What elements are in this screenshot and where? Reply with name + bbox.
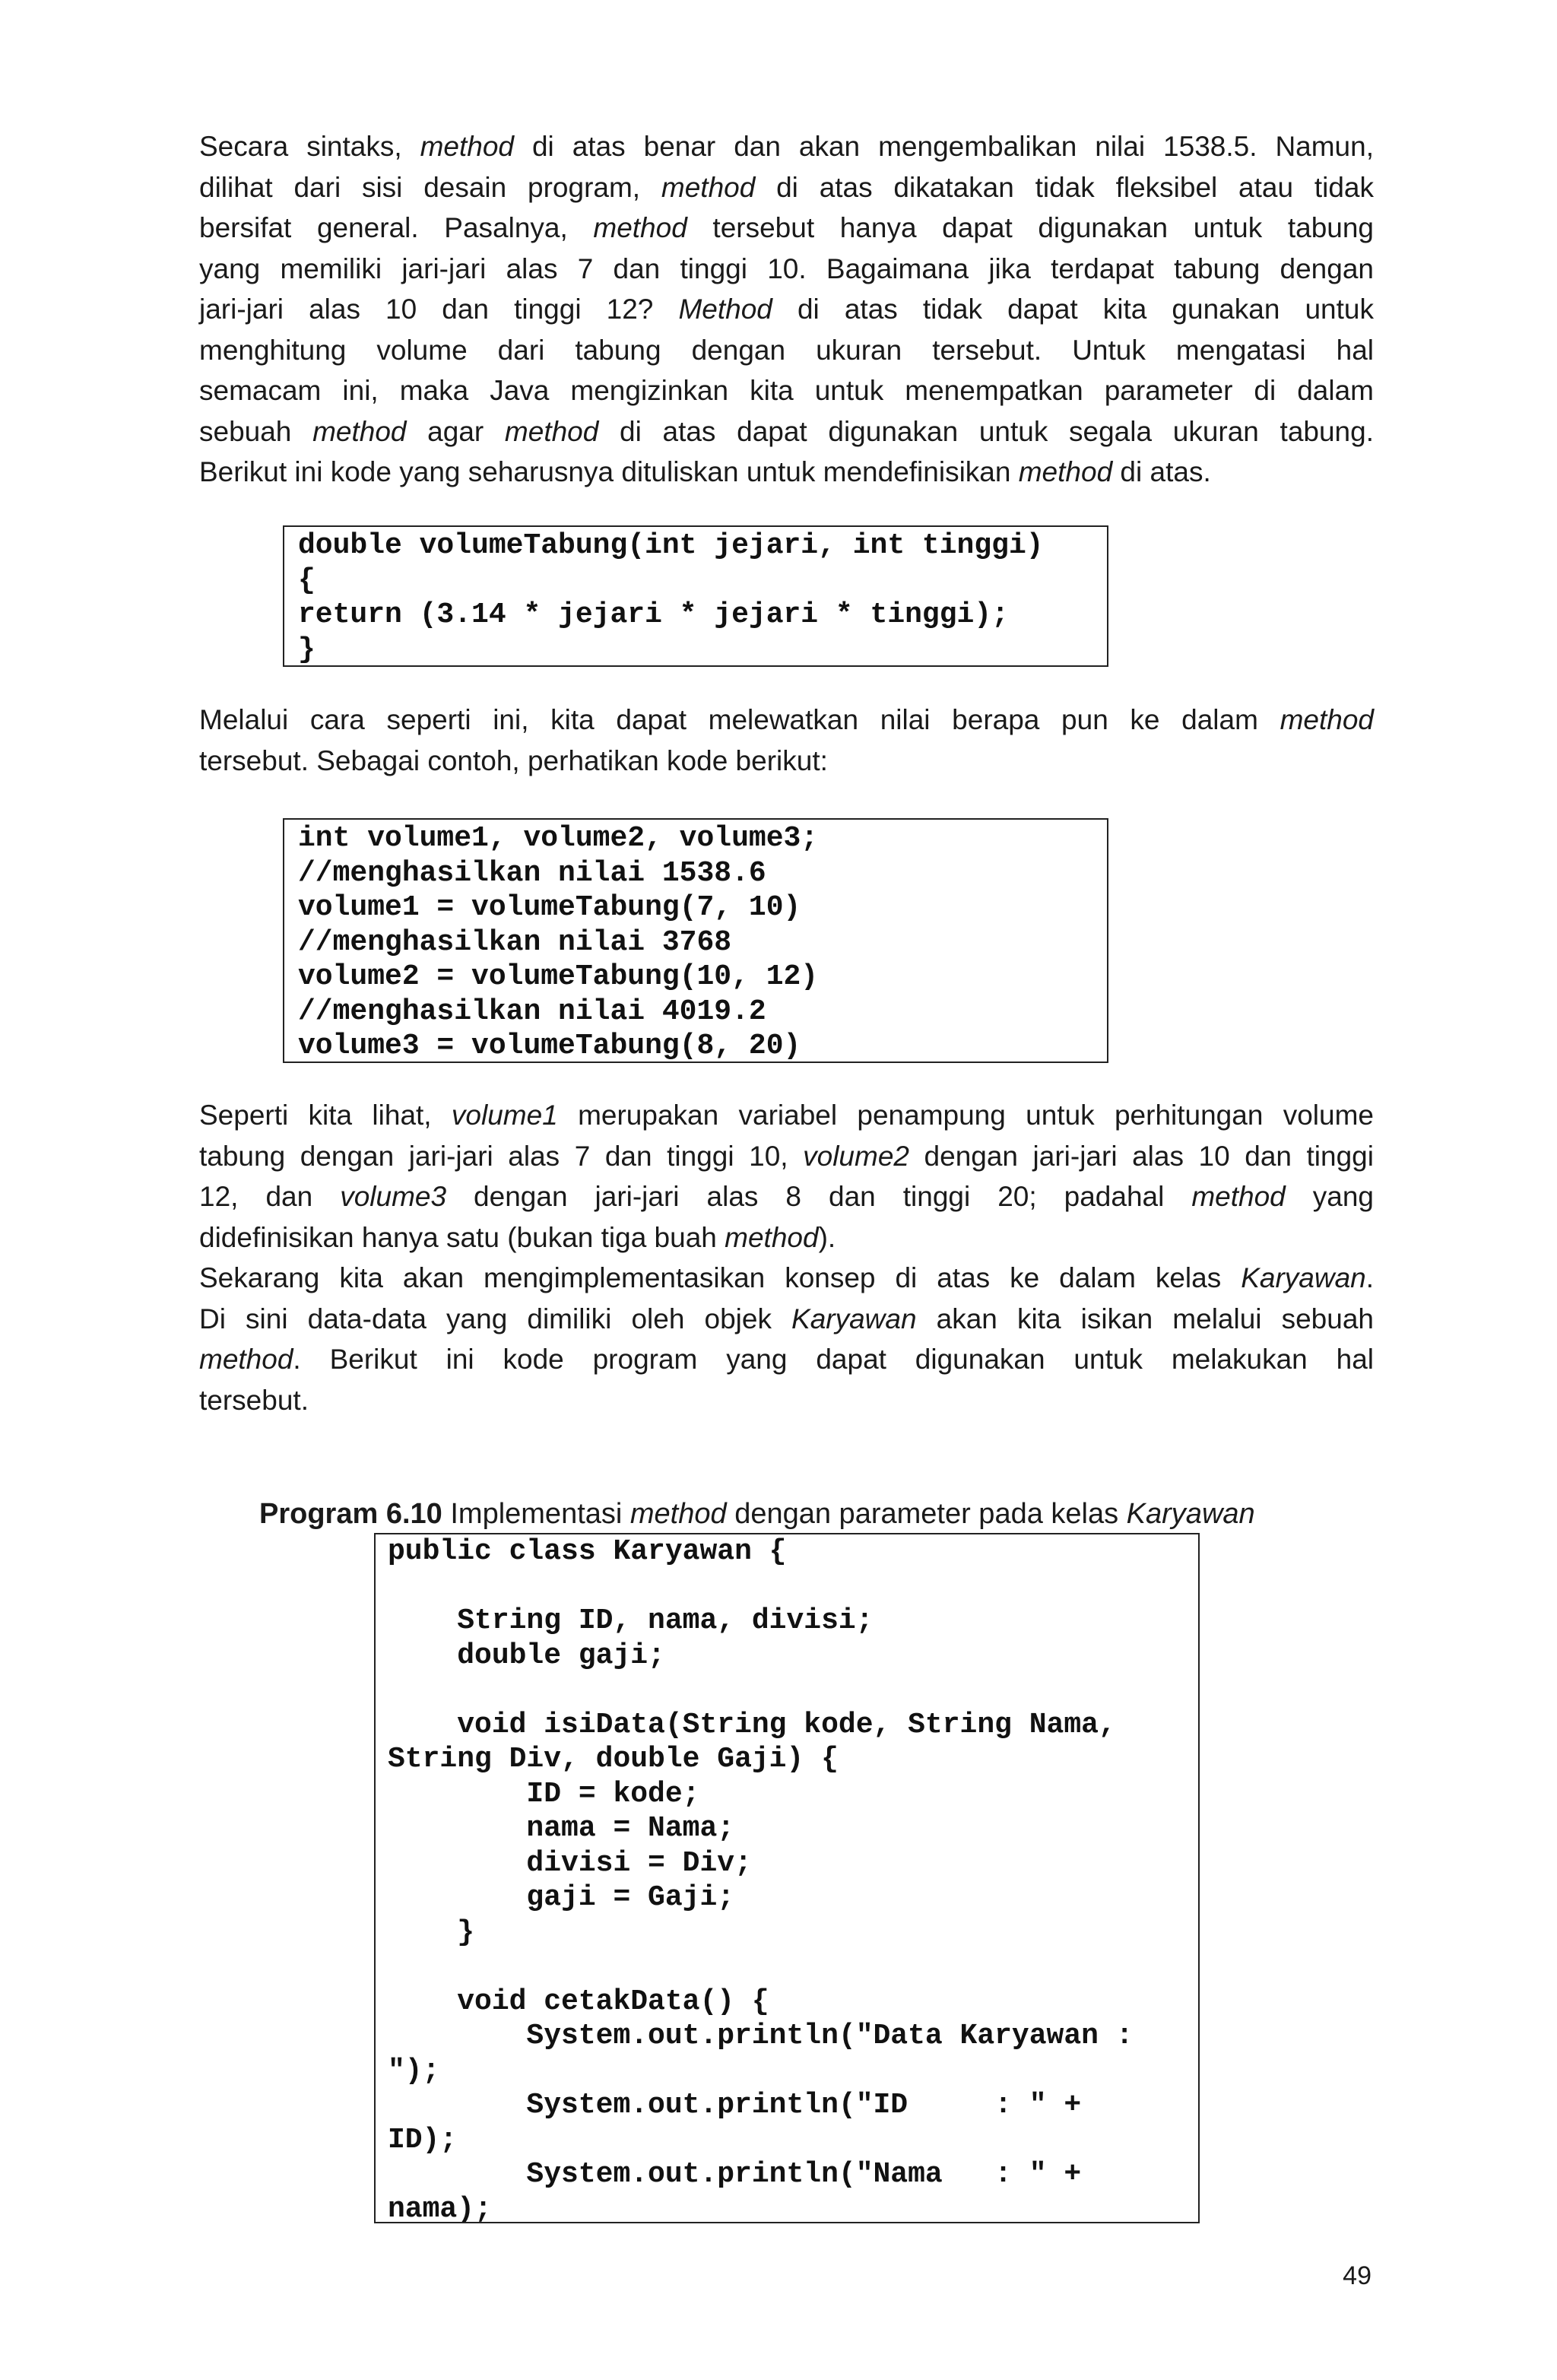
code-block-volume-calls <box>283 818 1108 1063</box>
text-segment: Secara sintaks, <box>199 131 420 162</box>
text-segment: method <box>504 415 599 447</box>
code-line: nama); <box>388 2192 492 2223</box>
text-segment: method <box>725 1221 819 1253</box>
text-segment: . <box>1365 1262 1374 1293</box>
text-segment: method <box>661 171 756 203</box>
text-segment: dilihat dari sisi desain program, <box>199 171 661 203</box>
page-number: 49 <box>1343 2261 1371 2290</box>
paragraph-passing-values <box>199 700 1374 781</box>
text-segment: agar <box>406 415 505 447</box>
text-line <box>199 249 1374 290</box>
text-segment: bersifat general. Pasalnya, <box>199 212 594 243</box>
text-segment: Karyawan <box>1241 1262 1366 1293</box>
text-line <box>199 370 1374 411</box>
text-segment: di atas tidak dapat kita gunakan untuk <box>772 294 1374 325</box>
text-segment: ). <box>818 1221 836 1253</box>
code-line: String ID, nama, divisi; <box>388 1604 874 1637</box>
text-line <box>199 1299 1374 1340</box>
code-line: //menghasilkan nilai 4019.2 <box>298 995 766 1028</box>
text-segment: Berikut ini kode yang seharusnya dituliskan untuk mendefinisikan <box>199 456 1019 487</box>
text-segment: . Berikut ini kode program yang dapat digunakan untuk melakukan hal <box>293 1344 1374 1375</box>
program-caption <box>259 1496 1255 1532</box>
program-caption-italic-method: method <box>629 1498 727 1530</box>
program-caption-italic-class: Karyawan <box>1126 1498 1255 1530</box>
text-segment: method <box>1191 1181 1286 1212</box>
text-segment: jari-jari alas 10 dan tinggi 12? <box>199 294 679 325</box>
text-line <box>199 208 1374 249</box>
text-segment: menghitung volume dari tabung dengan ukuran tersebut. Untuk mengatasi hal <box>199 334 1374 366</box>
code-line: volume2 = volumeTabung(10, 12) <box>298 960 819 993</box>
text-segment: merupakan variabel penampung untuk perhitungan volume <box>557 1100 1374 1131</box>
code-line <box>388 1569 1198 1604</box>
code-line: volume3 = volumeTabung(8, 20) <box>298 1030 801 1062</box>
code-line: { <box>298 563 316 597</box>
text-segment: didefinisikan hanya satu (bukan tiga buah <box>199 1221 725 1253</box>
code-line: double volumeTabung(int jejari, int tinggi) <box>298 529 1044 562</box>
code-line <box>388 1673 1198 1708</box>
text-segment: di atas dikatakan tidak fleksibel atau tidak <box>755 171 1375 203</box>
code-line: nama = Nama; <box>388 1812 735 1845</box>
text-segment: Sekarang kita akan mengimplementasikan konsep di atas ke dalam kelas <box>199 1262 1241 1293</box>
text-segment: tersebut hanya dapat digunakan untuk tabung <box>687 212 1375 243</box>
text-line <box>199 1258 1374 1299</box>
text-segment: volume2 <box>803 1140 909 1172</box>
code-line: System.out.println("Nama : " + <box>388 2158 1082 2191</box>
code-block-volume-tabung-definition <box>283 525 1108 667</box>
text-segment: method <box>593 212 687 243</box>
program-caption-text-middle: dengan parameter pada kelas <box>726 1498 1127 1530</box>
text-segment: yang memiliki jari-jari alas 7 dan tinggi 10. Bagaimana jika terdapat tabung dengan <box>199 252 1374 284</box>
text-segment: 12, dan <box>199 1181 341 1212</box>
code-line: int volume1, volume2, volume3; <box>298 822 819 855</box>
code-line: //menghasilkan nilai 3768 <box>298 925 732 959</box>
text-segment: method <box>199 1344 293 1375</box>
text-segment: method <box>312 415 407 447</box>
text-line <box>199 1136 1374 1177</box>
code-line: System.out.println("ID : " + <box>388 2089 1082 2121</box>
text-segment: yang <box>1285 1181 1375 1212</box>
text-line <box>199 741 1374 782</box>
program-caption-text-before: Implementasi <box>442 1498 630 1530</box>
text-line <box>199 700 1374 741</box>
code-line: "); <box>388 2054 440 2087</box>
code-line: double gaji; <box>388 1639 665 1672</box>
text-line <box>199 1217 1374 1258</box>
text-segment: Method <box>678 294 772 325</box>
text-segment: semacam ini, maka Java mengizinkan kita untuk menempatkan parameter di dalam <box>199 375 1374 406</box>
text-segment: method <box>1018 456 1113 487</box>
text-segment: di atas dapat digunakan untuk segala ukuran tabung. <box>598 415 1374 447</box>
text-line <box>199 1095 1374 1136</box>
paragraph-method-flexibility <box>199 126 1374 493</box>
code-line: volume1 = volumeTabung(7, 10) <box>298 891 801 924</box>
program-caption-label: Program 6.10 <box>259 1498 442 1530</box>
text-segment: tersebut. <box>199 1384 309 1416</box>
code-line: return (3.14 * jejari * jejari * tinggi); <box>298 598 1009 631</box>
code-line: //menghasilkan nilai 1538.6 <box>298 856 766 890</box>
text-line <box>199 167 1374 208</box>
text-segment: Di sini data-data yang dimiliki oleh objek <box>199 1303 792 1334</box>
code-block-karyawan-class <box>374 1533 1200 2223</box>
paragraph-volume-explanation <box>199 1095 1374 1258</box>
text-line <box>199 1176 1374 1217</box>
text-segment: method <box>1280 704 1374 735</box>
text-segment: tabung dengan jari-jari alas 7 dan tinggi 10, <box>199 1140 804 1172</box>
paragraph-karyawan-intro <box>199 1258 1374 1420</box>
text-segment: dengan jari-jari alas 10 dan tinggi <box>909 1140 1374 1172</box>
text-segment: Seperti kita lihat, <box>199 1100 452 1131</box>
text-segment: volume3 <box>340 1181 447 1212</box>
code-line: void isiData(String kode, String Nama, <box>388 1708 1116 1741</box>
text-segment: di atas. <box>1112 456 1211 487</box>
code-line <box>388 1950 1198 1985</box>
text-line <box>199 1380 1374 1421</box>
text-line <box>199 411 1374 452</box>
text-line <box>199 289 1374 330</box>
text-segment: volume1 <box>451 1100 558 1131</box>
text-line <box>199 452 1374 493</box>
code-line: ID = kode; <box>388 1777 700 1810</box>
text-line <box>199 330 1374 371</box>
code-line: ID); <box>388 2123 458 2156</box>
code-line: String Div, double Gaji) { <box>388 1743 839 1775</box>
text-segment: akan kita isikan melalui sebuah <box>916 1303 1374 1334</box>
text-segment: method <box>420 131 515 162</box>
text-segment: Melalui cara seperti ini, kita dapat melewatkan nilai berapa pun ke dalam <box>199 704 1280 735</box>
code-line: void cetakData() { <box>388 1985 769 2018</box>
text-segment: tersebut. Sebagai contoh, perhatikan kode berikut: <box>199 744 828 776</box>
text-segment: dengan jari-jari alas 8 dan tinggi 20; padahal <box>446 1181 1192 1212</box>
text-segment: sebuah <box>199 415 313 447</box>
code-line: System.out.println("Data Karyawan : <box>388 2020 1134 2052</box>
code-line: } <box>388 1915 475 1949</box>
text-line <box>199 126 1374 167</box>
text-line <box>199 1339 1374 1380</box>
code-line: } <box>298 633 316 666</box>
text-segment: Karyawan <box>791 1303 917 1334</box>
text-segment: di atas benar dan akan mengembalikan nilai 1538.5. Namun, <box>514 131 1374 162</box>
code-line: gaji = Gaji; <box>388 1881 735 1914</box>
code-line: public class Karyawan { <box>388 1535 787 1568</box>
code-line: divisi = Div; <box>388 1846 752 1880</box>
